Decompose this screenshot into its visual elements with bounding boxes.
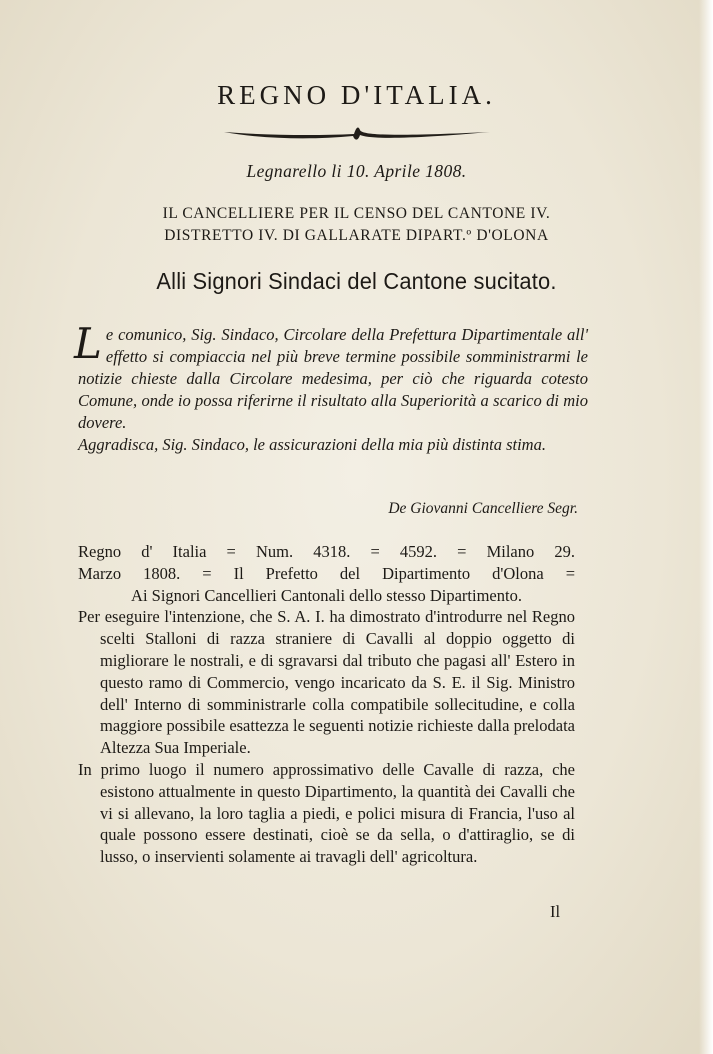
office-line-1: IL CANCELLIERE PER IL CENSO DEL CANTONE IV. [162, 205, 551, 222]
circular-header-line-2: Marzo 1808. = Il Prefetto del Dipartimento d'Olona = [78, 563, 575, 583]
circular-header-line-3: Ai Signori Cancellieri Cantonali dello stesso Dipartimento. [131, 585, 522, 605]
address-line: Alli Signori Sindaci del Cantone sucitato. [156, 268, 557, 294]
letter-body [74, 319, 588, 456]
circular-paragraph-2: In primo luogo il numero approssimativo delle Cavalle di razza, che esistono attualmente in questo Dipartimento, la quantità dei Cavalli che vi si allevano, la loro taglia a piedi, e polici misura di Francia, l'uso al quale possono essere destinati, cioè se da sella, o d'attiraglio, se di lusso, o inservienti solamente ai travagli dell' agricoltura. [78, 759, 575, 867]
office-line-2: DISTRETTO IV. DI GALLARATE DIPART.º D'OLONA [164, 227, 549, 244]
circular-body [78, 541, 575, 868]
letter-paragraph-1-text: e comunico, Sig. Sindaco, Circolare della Prefettura Dipartimentale all' effetto si compiaccia nel più breve termine possibile somministrarmi le notizie chieste dalla Circolare medesima, per ciò che riguarda cotesto Comune, onde io possa riferirne il risultato alla Superiorità a scarico di mio dovere. [78, 325, 588, 432]
page-heading: REGNO D'ITALIA. [217, 80, 496, 110]
office-heading [40, 203, 673, 247]
letter-signature: De Giovanni Cancelliere Segr. [388, 500, 578, 517]
heading-flourish-ornament [222, 121, 492, 143]
circular-paragraph-1: Per eseguire l'intenzione, che S. A. I. ha dimostrato d'introdurre nel Regno scelti Stalloni di razza straniere di Cavalli al doppio oggetto di migliorare le nostrali, e di sgravarsi dal tributo che pagasi all' Estero in questo ramo di Commercio, vengo incaricato da S. E. il Sig. Ministro dell' Interno di somministrarle colla compatibile sollecitudine, e colla maggiore possibile esattezza le seguenti notizie richieste dalla prelodata Altezza Sua Imperiale. [78, 607, 575, 758]
page-edge [699, 0, 713, 1054]
drop-cap: L [74, 319, 102, 368]
letter-paragraph-1 [74, 319, 588, 434]
dateline: Legnarello li 10. Aprile 1808. [246, 161, 467, 181]
letter-paragraph-2: Aggradisca, Sig. Sindaco, le assicurazioni della mia più distinta stima. [78, 435, 546, 454]
catchword: Il [550, 902, 561, 921]
circular-header-line-1: Regno d' Italia = Num. 4318. = 4592. = Milano 29. [78, 542, 575, 561]
